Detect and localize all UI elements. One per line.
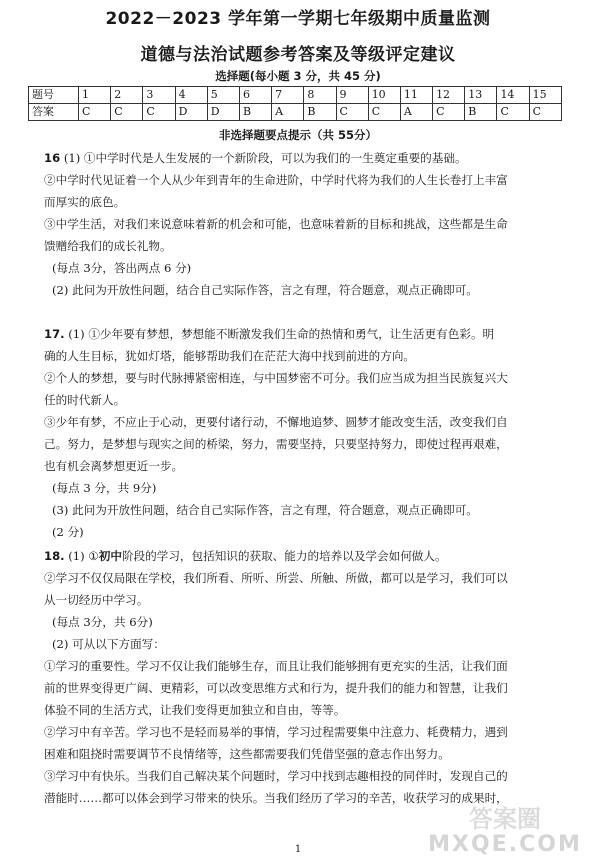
answer-cell: C [368,104,400,121]
answer-table-answer-row [29,104,562,121]
q17-line: 任的时代新人。 [44,393,126,407]
q17-score-note: (每点 3 分，共 9分) [52,481,157,495]
q16-text: (1) ①中学时代是人生发展的一个新阶段，可以为我们的一生奠定重要的基础。 [63,151,467,165]
q18-line: ③学习中有快乐。当我们自己解决某个问题时，学习中找到志趣相投的同伴时，发现自己的 [44,769,508,783]
choice-section-heading: 选择题(每小题 3 分，共 45 分) [215,69,381,83]
answer-table-number-row [29,87,562,104]
q17-line: 也有机会离梦想更近一步。 [44,459,184,473]
q16-line [44,149,564,167]
q18-text: 阶段的学习，包括知识的获取、能力的培养以及学会如何做人。 [121,549,447,563]
q18-line: ②学习不仅仅局限在学校，我们所看、所听、所尝、所触、所做，都可以是学习，我们可以 [44,571,508,585]
q18-line: 从一切经历中学习。 [44,593,149,607]
q17-line [44,325,564,343]
q17-score-note: (2 分) [52,525,84,539]
q18-line [44,547,564,565]
question-number-cell: 9 [336,87,368,104]
question-number-cell: 12 [433,87,465,104]
question-number-cell: 11 [400,87,432,104]
q16-line: 馈赠给我们的成长礼物。 [44,239,172,253]
question-number-cell: 6 [239,87,271,104]
answer-cell: C [111,104,143,121]
answer-cell: D [207,104,239,121]
answer-cell: C [336,104,368,121]
q16-number: 16 [44,151,61,165]
q16-score-note: (每点 3分，答出两点 6 分) [52,261,192,275]
q18-line: (2) 可从以下方面写： [52,637,165,651]
watermark-logo [420,799,590,857]
q17-line: 己。努力，是梦想与现实之间的桥梁，努力，需要坚持，只要坚持努力，即使过程再艰难， [44,437,508,451]
row-label-number: 题号 [29,87,79,104]
answer-cell: B [465,104,497,121]
document-title: 2022－2023 学年第一学期七年级期中质量监测 [105,9,491,29]
answer-cell: D [175,104,207,121]
answer-cell: C [433,104,465,121]
document-subtitle: 道德与法治试题参考答案及等级评定建议 [140,45,456,65]
q18-line: ②学习中有辛苦。学习也不是轻而易举的事情，学习过程需要集中注意力、耗费精力，遇到 [44,725,508,739]
q18-line: 前的世界变得更广阔、更精彩，可以改变思维方式和行为，提升我们的能力和智慧，让我们 [44,681,508,695]
watermark-top-text: 答案圈 [469,805,541,833]
answer-cell: C [529,104,561,121]
page-number: 1 [294,844,302,855]
q18-line: ①学习的重要性。学习不仅让我们能够生存，而且让我们能够拥有更充实的生活，让我们面 [44,659,508,673]
question-number-cell: 4 [175,87,207,104]
q18-number: 18. [44,549,65,563]
watermark-site-text: MXQE.COM [428,832,582,857]
question-number-cell: 5 [207,87,239,104]
nonchoice-section-heading: 非选择题要点提示（共 55分） [218,128,377,142]
q17-text: (1) ①少年要有梦想，梦想能不断激发我们生命的热情和勇气，让生活更有色彩。明 [68,327,495,341]
question-number-cell: 8 [304,87,336,104]
question-number-cell: 2 [111,87,143,104]
q17-line: (3) 此问为开放性问题，结合自己实际作答，言之有理，符合题意，观点正确即可。 [52,503,478,517]
q16-line: (2) 此问为开放性问题，结合自己实际作答，言之有理，符合题意，观点正确即可。 [52,283,478,297]
answer-cell: C [79,104,111,121]
q18-text: (1) ① [68,549,99,563]
q18-emphasis: 初中 [98,549,122,563]
answer-cell: A [272,104,304,121]
q18-line: 困难和阻挠时需要调节不良情绪等，这些都需要我们凭借坚强的意志作出努力。 [44,747,450,761]
question-number-cell: 14 [497,87,529,104]
row-label-answer: 答案 [29,104,79,121]
answer-cell: B [304,104,336,121]
q17-line: 确的人生目标，犹如灯塔，能够帮助我们在茫茫大海中找到前进的方向。 [44,349,416,363]
question-number-cell: 10 [368,87,400,104]
question-number-cell: 15 [529,87,561,104]
q18-line: 潜能时……都可以体会到学习带来的快乐。当我们经历了学习的辛苦，收获学习的成果时， [44,791,508,805]
q18-line: 体验不同的生活方式，让我们变得更加独立和自由，等等。 [44,703,346,717]
answer-cell: C [497,104,529,121]
question-number-cell: 3 [143,87,175,104]
q16-line: ②中学时代见证着一个人从少年到青年的生命进阶，中学时代将为我们的人生长卷打上丰富 [44,173,508,187]
q17-line: ③少年有梦，不应止于心动，更要付诸行动，不懈地追梦、圆梦才能改变生活，改变我们自 [44,415,508,429]
q17-number: 17. [44,327,65,341]
question-number-cell: 1 [79,87,111,104]
question-number-cell: 13 [465,87,497,104]
q18-score-note: (每点 3分，共 6分) [52,615,153,629]
q17-line: ②个人的梦想，要与时代脉搏紧密相连，与中国梦密不可分。我们应当成为担当民族复兴大 [44,371,508,385]
answer-cell: C [143,104,175,121]
answer-table [28,86,562,121]
answer-cell: A [400,104,432,121]
q16-line: 而厚实的底色。 [44,195,126,209]
answer-cell: B [239,104,271,121]
question-number-cell: 7 [272,87,304,104]
q16-line: ③中学生活，对我们来说意味着新的机会和可能，也意味着新的目标和挑战，这些都是生命 [44,217,508,231]
